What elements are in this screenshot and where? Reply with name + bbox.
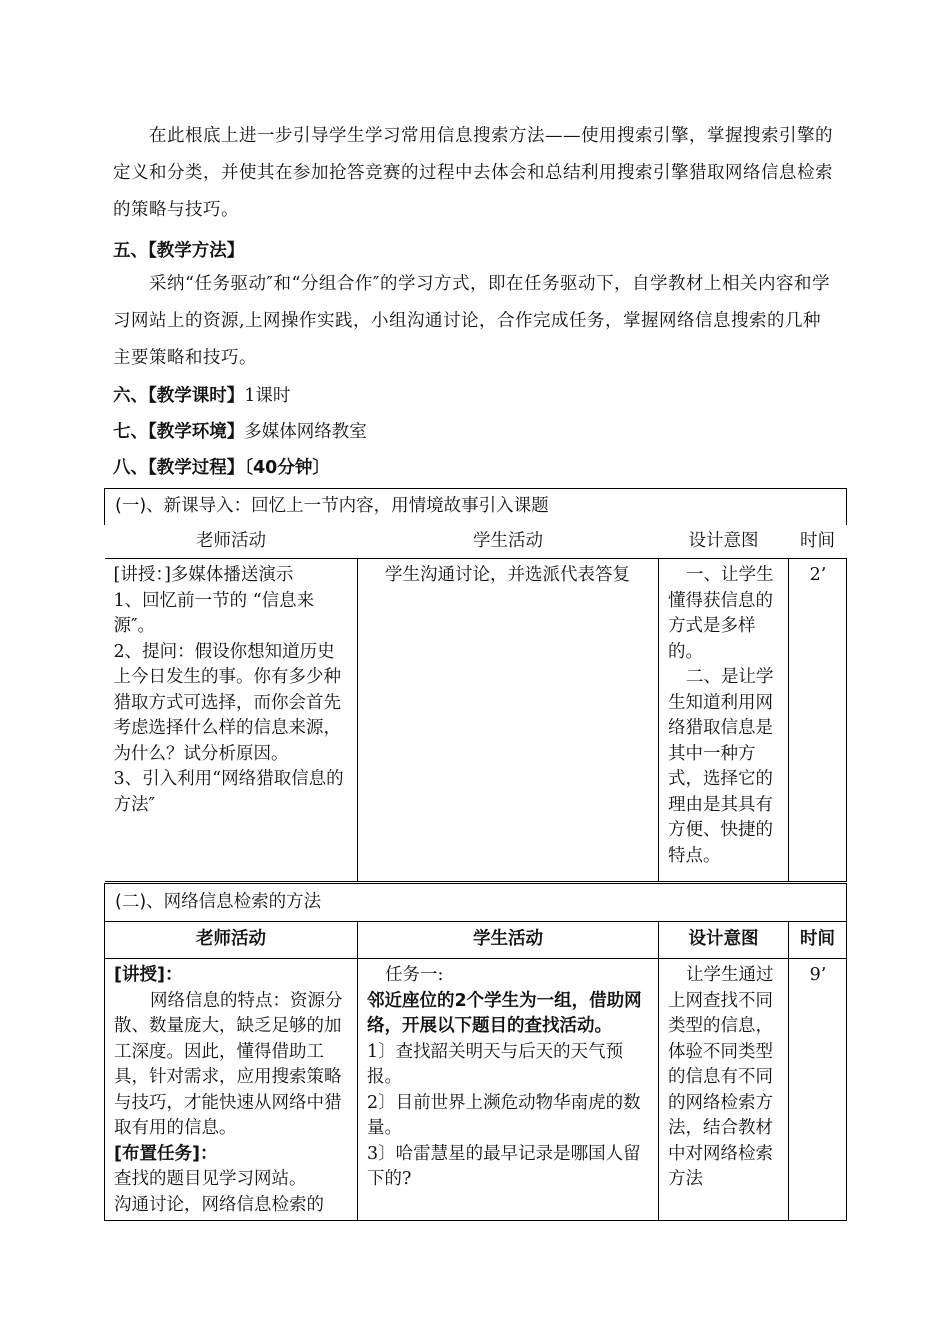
section8-heading [113,457,330,479]
part2-header-teacher: 老师活动 [105,922,358,959]
part1-intent-line: 一、让学生懂得获信息的方式是多样的。 [668,565,774,662]
part2-intent-cell [659,959,789,1221]
part2-teacher-cell [105,959,358,1221]
part2-teacher-text3: 沟通讨论，网络信息检索的 [114,1194,324,1215]
part1-student-text: 学生沟通讨论，并选派代表答复 [385,565,630,585]
part1-teacher-line: 2、提问：假设你想知道历史上今日发生的事。你有多少种猎取方式可选择，而你会首先考虑选择什么样的信息来源，为什么？试分析原因。 [113,641,341,764]
part1-header-intent: 设计意图 [688,530,759,551]
part1-time: 2’ [809,565,827,585]
teach-label-colon: ： [165,965,183,985]
part2-student-task: 任务一: [385,965,444,985]
part1-header-teacher: 老师活动 [196,530,266,551]
part1-teacher-line: [讲授：]多媒体播送演示 [113,565,294,585]
section6-heading [113,385,290,407]
part1-table [104,488,847,882]
part2-time-cell [789,959,847,1221]
part1-student-cell [358,559,659,882]
part2-header-time: 时间 [789,922,847,959]
section5-title: 【教学方法】 [148,241,245,261]
part1-header-student: 学生活动 [473,530,543,551]
part2-teacher-text2: 查找的题目见学习网站。 [114,1169,307,1189]
section7-number: 七、 [113,422,148,442]
part1-intent-cell [659,559,789,882]
part2-title: (二)、网络信息检索的方法 [105,884,847,922]
teach-label: [讲授] [114,965,165,985]
section7-title: 【教学环境】 [148,422,245,442]
section7-heading [113,421,367,443]
part2-header-student: 学生活动 [358,922,659,959]
part2-table [104,883,847,1221]
part2-teacher-label2 [114,1142,349,1168]
part1-teacher-cell [105,559,358,882]
section6-title: 【教学课时】 [148,386,245,406]
assign-task-label: [布置任务] [114,1143,200,1164]
assign-task-colon: ： [200,1143,218,1164]
part1-header-time: 时间 [800,530,836,551]
part2-header-intent: 设计意图 [659,922,789,959]
section7-value: 多媒体网络教室 [244,422,367,442]
part1-intent-line: 二、是让学生知道利用网络猎取信息是其中一种方式，选择它的理由是其具有方便、快捷的特点。 [668,667,774,866]
part1-teacher-line: 3、引入利用“网络猎取信息的方法″ [113,769,344,815]
section8-value: 〔40分钟〕 [244,458,330,478]
part2-student-cell [358,959,659,1221]
section5-body: 采纳“任务驱动″和“分组合作″的学习方式，即在任务驱动下，自学教材上相关内容和学习网站上的资源,上网操作实践，小组沟通讨论，合作完成任务，掌握网络信息搜索的几种主要策略和技巧。 [113,274,830,368]
intro-paragraph: 在此根底上进一步引导学生学习常用信息搜索方法——使用搜索引擎，掌握搜索引擎的定义和分类，并使其在参加抢答竞赛的过程中去体会和总结利用搜索引擎猎取网络信息检索的策略与技巧。 [113,126,833,220]
section8-number: 八、 [113,458,148,478]
section5-number: 五、 [113,241,148,261]
part2-time: 9’ [809,965,827,985]
part1-time-cell [789,559,847,882]
part2-student-bold: 邻近座位的2个学生为一组，借助网络，开展以下题目的查找活动。 [367,990,642,1036]
part2-student-item: 2〕目前世界上濒危动物华南虎的数量。 [367,1092,641,1138]
part2-student-item: 3〕哈雷慧星的最早记录是哪国人留下的? [367,1143,641,1189]
part2-student-item: 1〕查找韶关明天与后天的天气预报。 [367,1041,624,1087]
part2-teacher-text1: 网络信息的特点：资源分散、数量庞大，缺乏足够的加工深度。因此，懂得借助工具，针对需求，应用搜索策略与技巧，才能快速从网络中猎取有用的信息。 [114,990,343,1138]
section6-value: 1课时 [244,386,291,406]
part2-teacher-label1 [114,963,349,989]
part1-teacher-line: 1、回忆前一节的 “信息来源″。 [113,590,315,636]
section6-number: 六、 [113,386,148,406]
part2-intent-text: 让学生通过上网查找不同类型的信息，体验不同类型的信息有不同的网络检索方法，结合教材中对网络检索方法 [668,965,774,1189]
section8-title: 【教学过程】 [148,458,245,478]
section5-heading [113,240,244,262]
part1-title: (一)、新课导入：回忆上一节内容，用情境故事引入课题 [105,489,847,525]
